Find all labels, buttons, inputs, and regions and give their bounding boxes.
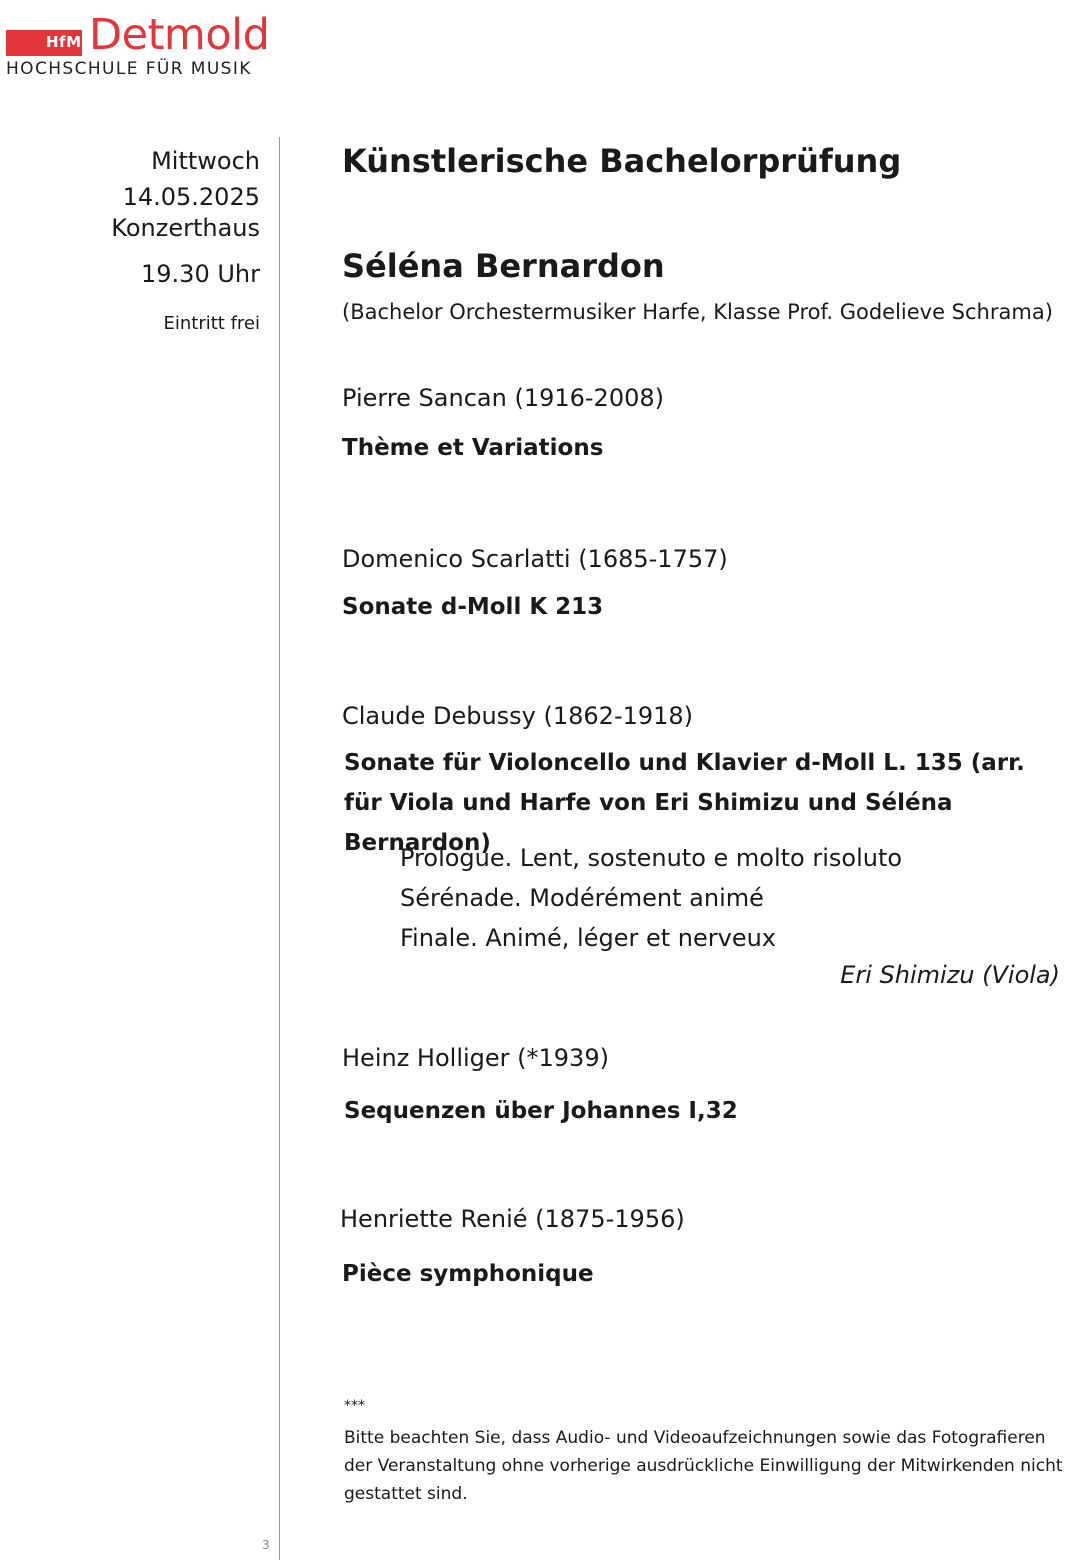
work-debussy: Sonate für Violoncello und Klavier d-Moll L. 135 (arr. für Viola und Harfe von Eri Shimizu und Séléna Bernardon): [344, 750, 1025, 856]
page-number: 3: [262, 1538, 270, 1552]
event-entry: Eintritt frei: [163, 313, 260, 334]
work-holliger: Sequenzen über Johannes I,32: [344, 1098, 738, 1124]
work-scarlatti: Sonate d-Moll K 213: [342, 594, 604, 620]
vertical-divider: [279, 137, 280, 1560]
event-day: Mittwoch: [151, 147, 260, 175]
work-sancan: Thème et Variations: [342, 435, 604, 461]
logo-badge-text: HfM: [46, 33, 82, 51]
logo-subtitle: HOCHSCHULE FÜR MUSIK: [6, 59, 252, 79]
movement-item: Prologue. Lent, sostenuto e molto risoluto: [400, 844, 903, 872]
composer-debussy: Claude Debussy (1862-1918): [342, 702, 694, 730]
movements-list: [400, 838, 902, 958]
logo-name: Detmold: [89, 10, 270, 60]
performer-name: Séléna Bernardon: [342, 247, 665, 285]
performer-description: (Bachelor Orchestermusiker Harfe, Klasse Prof. Godelieve Schrama): [342, 300, 1053, 324]
movement-item: Sérénade. Modérément animé: [400, 884, 764, 912]
event-time: 19.30 Uhr: [141, 260, 260, 288]
guest-performer: Eri Shimizu (Viola): [840, 961, 1060, 989]
recording-notice: Bitte beachten Sie, dass Audio- und Videoaufzeichnungen sowie das Fotografieren der Veranstaltung ohne vorherige ausdrückliche Einwilligung der Mitwirkenden nicht gestattet sind.: [344, 1428, 1063, 1504]
section-separator: ***: [344, 1398, 365, 1414]
event-date: 14.05.2025: [122, 183, 260, 211]
composer-renie: Henriette Renié (1875-1956): [340, 1205, 685, 1233]
hfm-detmold-logo: [6, 10, 296, 84]
composer-scarlatti: Domenico Scarlatti (1685-1757): [342, 545, 728, 573]
page-title: Künstlerische Bachelorprüfung: [342, 142, 902, 180]
composer-sancan: Pierre Sancan (1916-2008): [342, 384, 664, 412]
composer-holliger: Heinz Holliger (*1939): [342, 1044, 609, 1072]
event-venue: Konzerthaus: [111, 214, 260, 242]
movement-item: Finale. Animé, léger et nerveux: [400, 924, 776, 952]
work-renie: Pièce symphonique: [342, 1261, 594, 1287]
